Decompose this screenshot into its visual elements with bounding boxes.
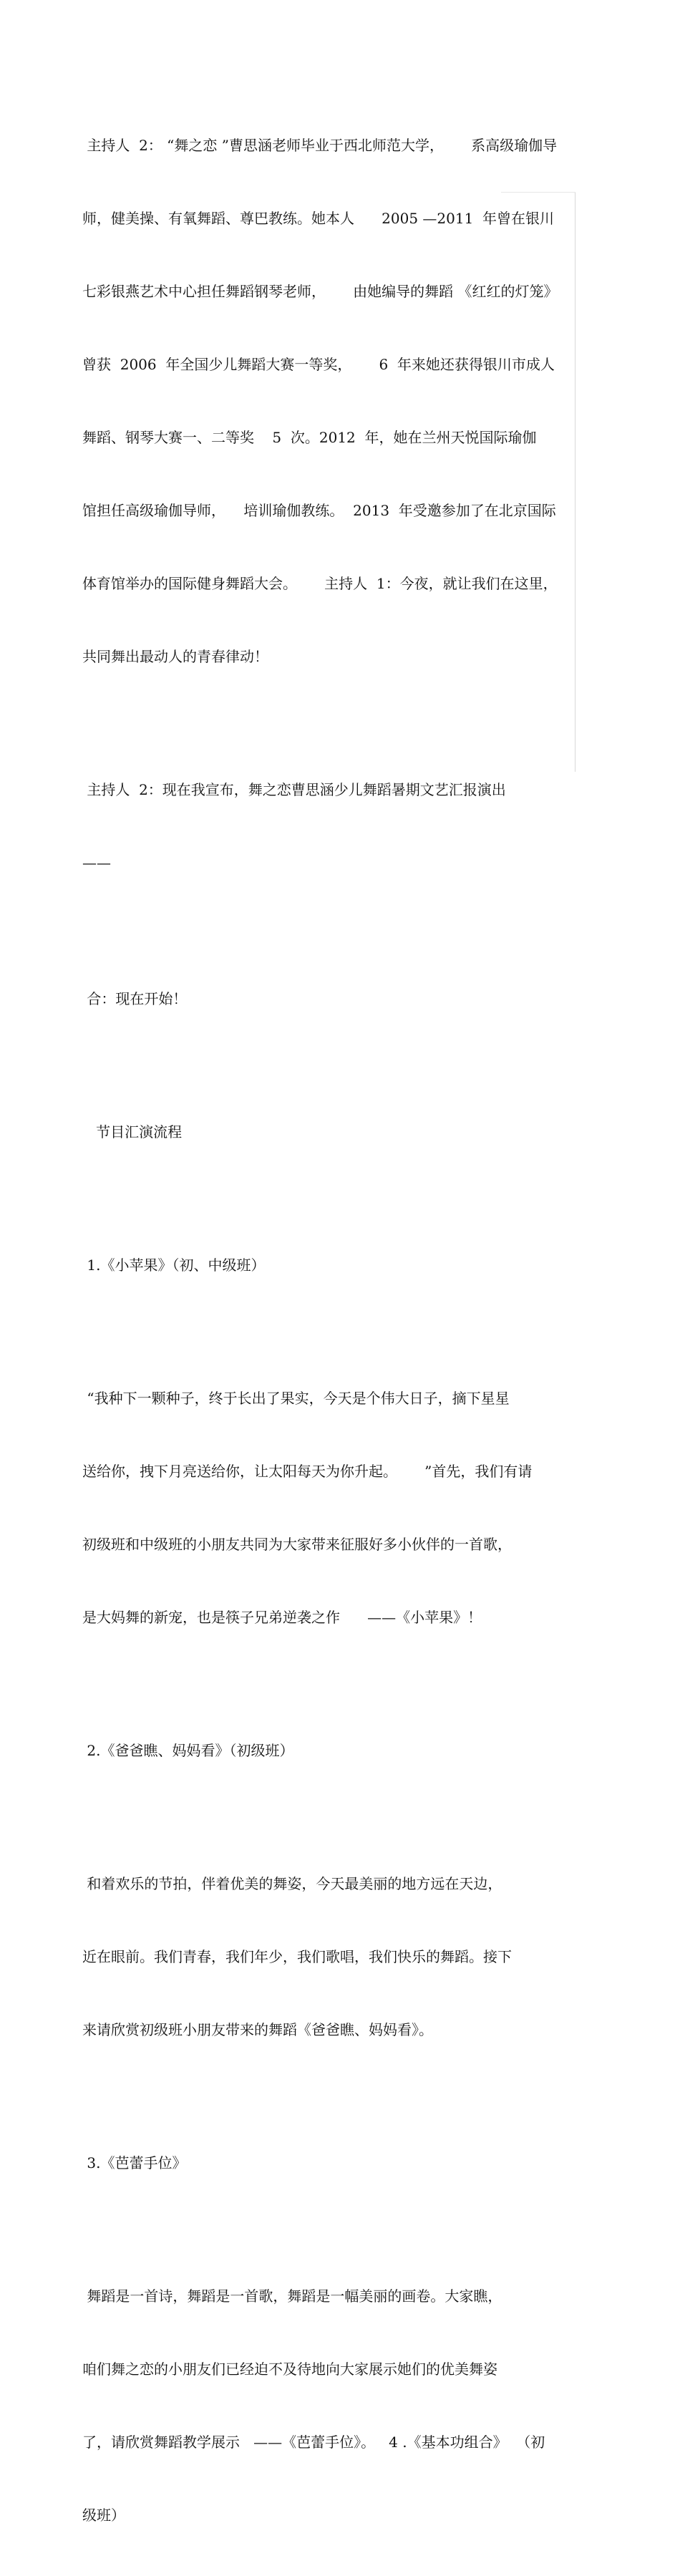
text-line: 初级班和中级班的小朋友共同为大家带来征服好多小伙伴的一首歌，: [82, 1536, 512, 1553]
text-line: 舞蹈是一首诗，舞蹈是一首歌，舞蹈是一幅美丽的画卷。大家瞧，: [82, 2287, 502, 2305]
text-line: 节目汇演流程: [82, 1123, 183, 1141]
text-line: 师，健美操、有氧舞蹈、尊巴教练。她本人 2005 —2011 年曾在银川: [82, 210, 555, 227]
text-line: “我种下一颗种子，终于长出了果实，今天是个伟大日子，摘下星星: [82, 1390, 510, 1407]
program-item-1-description: [82, 1337, 598, 1678]
text-line: 七彩银燕艺术中心担任舞蹈钢琴老师， 由她编导的舞蹈 《红红的灯笼》: [82, 283, 558, 300]
text-line: 了，请欣赏舞蹈教学展示 ——《芭蕾手位》。 4 .《基本功组合》 （初: [82, 2434, 545, 2451]
program-flow-heading: [82, 1071, 598, 1193]
together-start-paragraph: [82, 938, 598, 1060]
text-line: ——: [82, 854, 111, 871]
host2-announcement-paragraph: [82, 729, 598, 924]
program-item-2-title: [82, 1690, 598, 1811]
text-line: 主持人 2：现在我宣布，舞之恋曹思涵少儿舞蹈暑期文艺汇报演出: [82, 781, 506, 798]
text-line: 3.《芭蕾手位》: [82, 2154, 187, 2171]
program-item-1-title: [82, 1204, 598, 1326]
host2-intro-paragraph: [82, 84, 598, 717]
text-line: 合：现在开始！: [82, 990, 188, 1007]
document-body: [82, 84, 598, 2576]
text-line: 曾获 2006 年全国少儿舞蹈大赛一等奖， 6 年来她还获得银川市成人: [82, 356, 555, 373]
text-line: 送给你，拽下月亮送给你，让太阳每天为你升起。 ”首先，我们有请: [82, 1463, 533, 1480]
text-line: 馆担任高级瑜伽导师， 培训瑜伽教练。 2013 年受邀参加了在北京国际: [82, 502, 556, 519]
text-line: 咱们舞之恋的小朋友们已经迫不及待地向大家展示她们的优美舞姿: [82, 2360, 497, 2378]
text-line: 是大妈舞的新宠，也是筷子兄弟逆袭之作 ——《小苹果》！: [82, 1609, 482, 1626]
program-item-2-description: [82, 1823, 598, 2091]
program-item-3-title: [82, 2102, 598, 2224]
text-line: 2.《爸爸瞧、妈妈看》（初级班）: [82, 1742, 294, 1759]
text-line: 舞蹈、钢琴大赛一、二等奖 5 次。2012 年，她在兰州天悦国际瑜伽: [82, 429, 537, 446]
text-line: 共同舞出最动人的青春律动！: [82, 648, 268, 665]
text-line: 和着欢乐的节拍，伴着优美的舞姿，今天最美丽的地方远在天边，: [82, 1875, 502, 1892]
text-line: 体育馆举办的国际健身舞蹈大会。 主持人 1：今夜，就让我们在这里，: [82, 575, 558, 592]
text-line: 来请欣赏初级班小朋友带来的舞蹈《爸爸瞧、妈妈看》。: [82, 2021, 433, 2038]
text-line: 级班）: [82, 2507, 125, 2524]
text-line: 主持人 2： “舞之恋 ”曹思涵老师毕业于西北师范大学， 系高级瑜伽导: [82, 137, 558, 154]
text-line: 1.《小苹果》（初、中级班）: [82, 1256, 266, 1274]
program-item-3-description: [82, 2235, 598, 2576]
text-line: 近在眼前。我们青春，我们年少，我们歌唱，我们快乐的舞蹈。接下: [82, 1948, 512, 1965]
